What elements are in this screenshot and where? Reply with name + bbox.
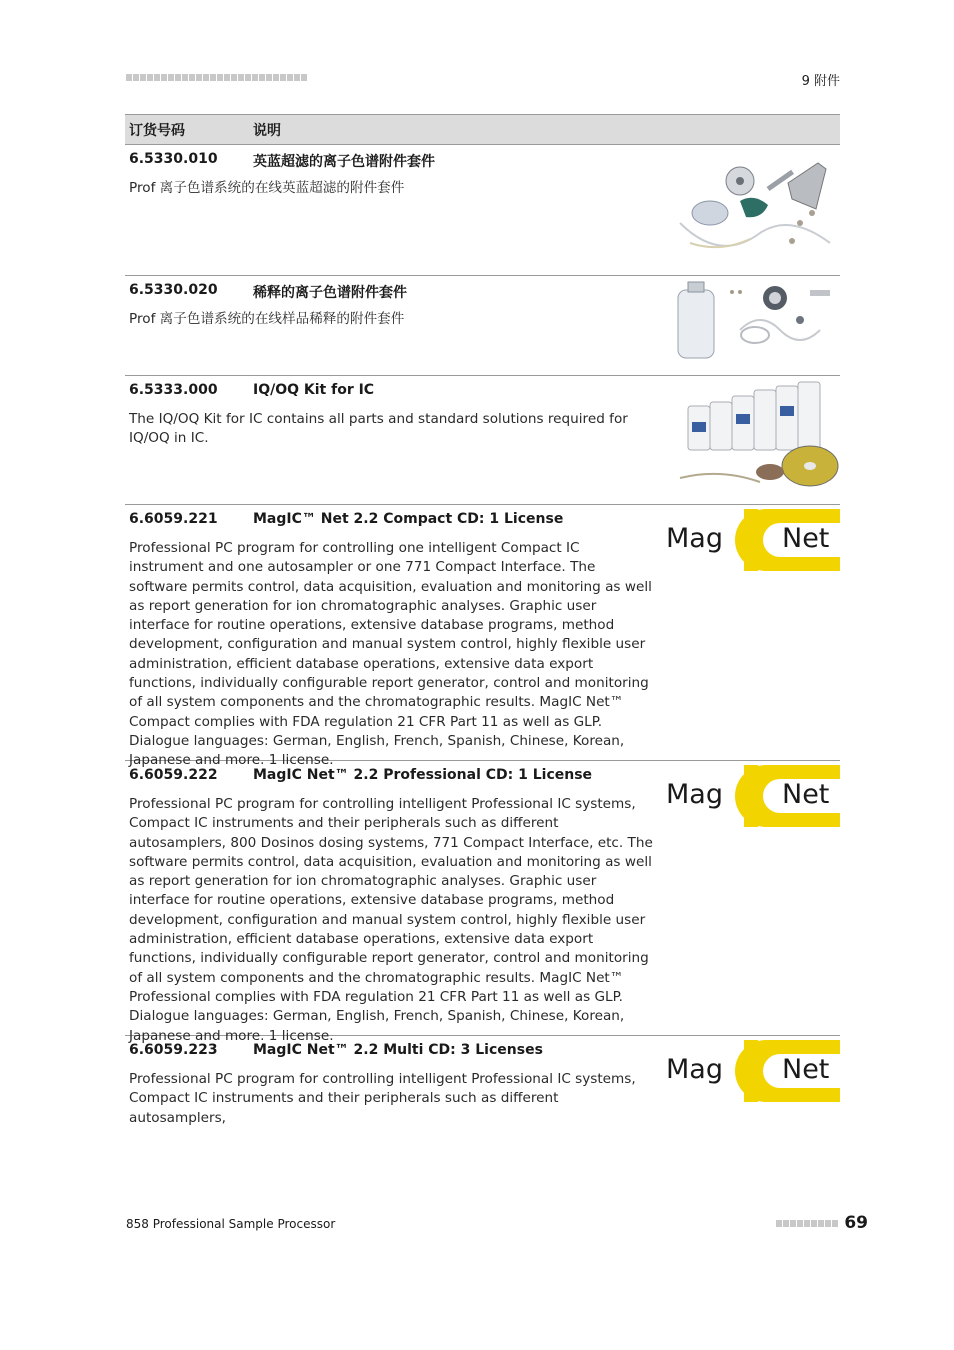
chapter-heading: 9 附件 (801, 74, 840, 89)
decorative-square (140, 74, 146, 81)
order-number: 6.6059.222 (129, 767, 218, 783)
decorative-square (301, 74, 307, 81)
logo-text-net: Net (782, 523, 830, 554)
decorative-square (776, 1220, 782, 1227)
item-description: Professional PC program for controlling intelligent Professional IC systems, Compact IC instruments and their peripherals such as different autosamplers, 800 Dosinos dosing systems, 771 Compact Interface, etc. The software permits control, data acquisition, evaluation and monitoring as well as report generation for ion chromatographic analyses. Graphic user interface for routine operations, extensive database programs, method development, configuration and manual system control, highly flexible user administration, efficient database operations, extensive data export functions, individually configurable report generator, control and monitoring of all system components and the chromatographic results. MagIC Net™ Professional complies with FDA regulation 21 CFR Part 11 as well as GLP. Dialogue languages: German, English, French, Spanish, Chinese, Korean, Japanese and more. 1 license. (129, 796, 653, 1044)
item-description: The IQ/OQ Kit for IC contains all parts and standard solutions required for IQ/OQ in IC. (129, 411, 628, 447)
decorative-square (189, 74, 195, 81)
decorative-square (154, 74, 160, 81)
decorative-square (287, 74, 293, 81)
decorative-square (126, 74, 132, 81)
decorative-square (825, 1220, 831, 1227)
header-decoration (126, 74, 307, 82)
item-title: MagIC Net™ 2.2 Professional CD: 1 License (253, 767, 593, 783)
order-number: 6.6059.223 (129, 1042, 218, 1058)
item-title: IQ/OQ Kit for IC (253, 382, 375, 398)
logo-text-mag: Mag (666, 779, 723, 810)
decorative-square (832, 1220, 838, 1227)
column-description: 说明 (253, 122, 281, 139)
item-title: 英蓝超滤的离子色谱附件套件 (253, 154, 435, 170)
decorative-square (182, 74, 188, 81)
order-number: 6.5333.000 (129, 382, 218, 398)
footer-page (776, 1213, 868, 1233)
magic-net-logo (666, 1040, 840, 1102)
table-row (125, 145, 840, 276)
table-row (125, 505, 840, 769)
page-number: 69 (844, 1213, 868, 1233)
table-row (125, 1036, 840, 1126)
decorative-square (252, 74, 258, 81)
decorative-square (790, 1220, 796, 1227)
decorative-square (811, 1220, 817, 1227)
logo-text-mag: Mag (666, 523, 723, 554)
item-title: 稀释的离子色谱附件套件 (253, 285, 407, 301)
order-number: 6.5330.020 (129, 282, 218, 298)
decorative-square (797, 1220, 803, 1227)
decorative-square (818, 1220, 824, 1227)
decorative-square (294, 74, 300, 81)
decorative-square (245, 74, 251, 81)
decorative-square (231, 74, 237, 81)
order-number: 6.6059.221 (129, 511, 218, 527)
decorative-square (203, 74, 209, 81)
decorative-square (224, 74, 230, 81)
logo-text-mag: Mag (666, 1054, 723, 1085)
footer-product-name: 858 Professional Sample Processor (126, 1217, 336, 1231)
decorative-square (217, 74, 223, 81)
item-title: MagIC Net™ 2.2 Multi CD: 3 Licenses (253, 1042, 543, 1058)
item-description: Professional PC program for controlling one intelligent Compact IC instrument and one autosampler or one 771 Compact Interface. The software permits control, data acquisition, evaluation and monitoring as well as report generation for ion chromatographic analyses. Graphic user interface for routine operations, extensive database programs, method development, configuration and manual system control, highly flexible user administration, efficient database operations, extensive data export functions, individually configurable report generator, control and monitoring of all system components and the chromatographic results. MagIC Net™ Compact complies with FDA regulation 21 CFR Part 11 as well as GLP. Dialogue languages: German, English, French, Spanish, Chinese, Korean, Japanese and more. 1 license. (129, 540, 652, 769)
item-description: Prof 离子色谱系统的在线样品稀释的附件套件 (129, 311, 405, 327)
decorative-square (147, 74, 153, 81)
magic-net-logo (666, 765, 840, 827)
decorative-square (783, 1220, 789, 1227)
item-title: MagIC™ Net 2.2 Compact CD: 1 License (253, 511, 564, 527)
table-row (125, 761, 840, 1044)
item-description: Prof 离子色谱系统的在线英蓝超滤的附件套件 (129, 180, 405, 196)
decorative-square (175, 74, 181, 81)
magic-net-logo (666, 509, 840, 571)
item-description: Professional PC program for controlling intelligent Professional IC systems, Compact IC instruments and their peripherals such as different autosamplers, (129, 1071, 636, 1126)
order-number: 6.5330.010 (129, 151, 218, 167)
decorative-square (133, 74, 139, 81)
table-row (125, 276, 840, 376)
decorative-square (804, 1220, 810, 1227)
decorative-square (266, 74, 272, 81)
decorative-square (210, 74, 216, 81)
decorative-square (280, 74, 286, 81)
decorative-square (161, 74, 167, 81)
decorative-square (196, 74, 202, 81)
table-row (125, 376, 840, 505)
accessory-table (125, 114, 840, 1126)
dilution-kit-photo (670, 280, 840, 362)
logo-text-net: Net (782, 1054, 830, 1085)
decorative-square (259, 74, 265, 81)
iqoq-kit-photo (670, 378, 840, 492)
decorative-square (238, 74, 244, 81)
decorative-square (273, 74, 279, 81)
logo-text-net: Net (782, 779, 830, 810)
ultrafiltration-kit-photo (670, 153, 840, 265)
decorative-square (168, 74, 174, 81)
column-order-no: 订货号码 (129, 122, 185, 139)
footer-decoration (776, 1220, 838, 1227)
table-header (125, 114, 840, 145)
